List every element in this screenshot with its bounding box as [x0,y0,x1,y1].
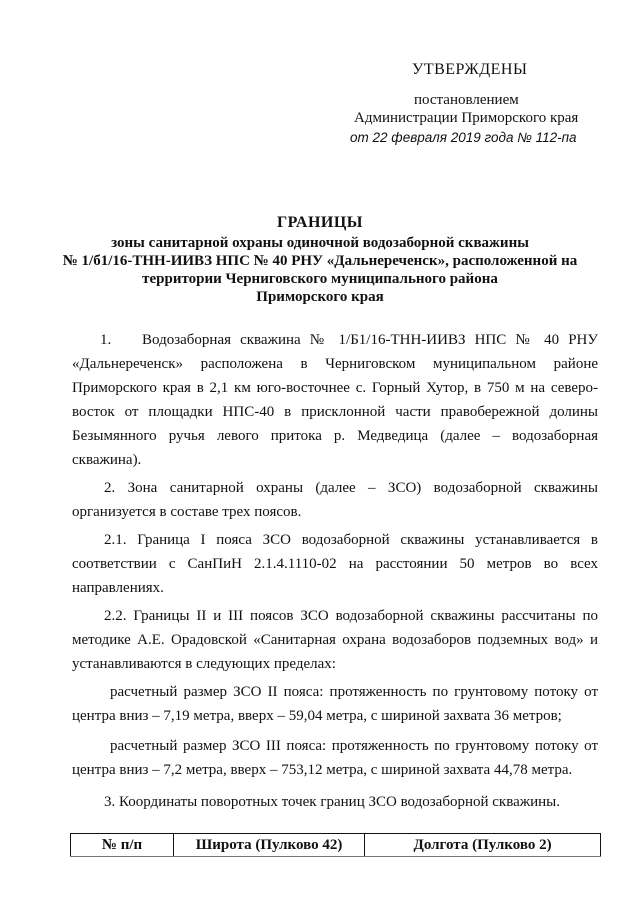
table-header-divider [70,856,601,857]
heading-title: ГРАНИЦЫ [276,214,363,231]
paragraph-1-text: Водозаборная скважина № 1/Б1/16-ТНН-ИИВЗ НПС № 40 РНУ «Дальнереченск» расположена в Черниговском муниципальном районе Приморского края в 2,1 км юго-восточнее с. Горный Хутор, в 750 м на северо-восток от площадки НПС-40 в присклонной части правобережной долины Безымянного ручья левого притока р. Медведица (далее – водозаборная скважина). [72,332,598,468]
paragraph-1-number: 1. [100,332,112,348]
document-heading [60,214,580,306]
approval-line-date-number: от 22 февраля 2019 года № 112-па [350,130,577,145]
column-header-number: № п/п [71,834,174,857]
approval-title: УТВЕРЖДЕНЫ [412,61,528,78]
document-body [72,328,598,814]
paragraph-zone-ii: расчетный размер ЗСО II пояса: протяженность по грунтовому потоку от центра вниз – 7,19 метра, вверх – 59,04 метра, с шириной захвата 36 метров; [72,684,598,724]
heading-line-3: территории Черниговского муниципального района [142,271,498,287]
heading-line-2: № 1/б1/16-ТНН-ИИВЗ НПС № 40 РНУ «Дальнереченск», расположенной на [62,253,578,269]
heading-line-4: Приморского края [256,289,384,305]
table-header-row [71,834,601,857]
paragraph-1 [72,328,598,472]
coordinates-table [70,833,601,856]
column-header-longitude: Долгота (Пулково 2) [365,834,601,857]
approval-line-administration: Администрации Приморского края [354,110,579,126]
heading-line-1: зоны санитарной охраны одиночной водозаборной скважины [111,235,529,251]
column-header-latitude: Широта (Пулково 42) [174,834,365,857]
paragraph-zone-iii: расчетный размер ЗСО III пояса: протяженность по грунтовому потоку от центра вниз – 7,2 метра, вверх – 753,12 метра, с шириной захвата 44,78 метра. [72,738,598,778]
paragraph-2-1: 2.1. Граница I пояса ЗСО водозаборной скважины устанавливается в соответствии с СанПиН 2.1.4.1110-02 на расстоянии 50 метров во всех направлениях. [72,532,598,596]
paragraph-2: 2. Зона санитарной охраны (далее – ЗСО) водозаборной скважины организуется в составе трех поясов. [72,480,598,520]
paragraph-2-2: 2.2. Границы II и III поясов ЗСО водозаборной скважины рассчитаны по методике А.Е. Орадовской «Санитарная охрана водозаборов подземных вод» и устанавливаются в следующих пределах: [72,608,598,672]
paragraph-3: 3. Координаты поворотных точек границ ЗСО водозаборной скважины. [104,794,561,810]
approval-line-resolution: постановлением [414,92,519,108]
